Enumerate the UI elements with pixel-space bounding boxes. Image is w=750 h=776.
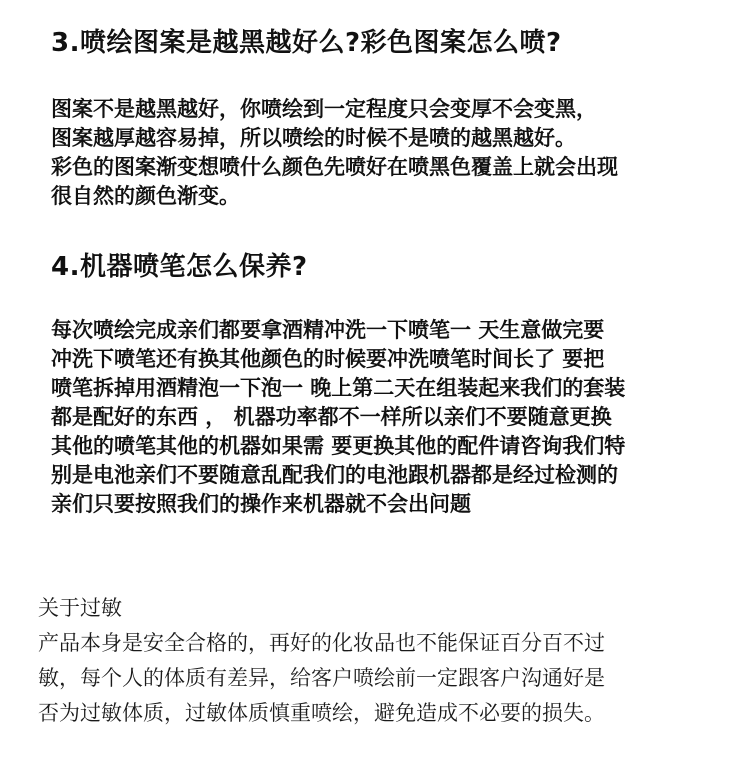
section-3-body bbox=[51, 95, 618, 211]
section-4-line: 冲洗下喷笔还有换其他颜色的时候要冲洗喷笔时间长了 要把 bbox=[51, 347, 605, 371]
section-3-heading: 3.喷绘图案是越黑越好么?彩色图案怎么喷? bbox=[51, 28, 562, 58]
section-4-heading: 4.机器喷笔怎么保养? bbox=[51, 252, 308, 282]
allergy-section bbox=[38, 591, 605, 731]
section-3-line: 图案不是越黑越好，你喷绘到一定程度只会变厚不会变黑， bbox=[51, 97, 597, 121]
section-4-line: 亲们只要按照我们的操作来机器就不会出问题 bbox=[51, 492, 471, 516]
section-4-line: 每次喷绘完成亲们都要拿酒精冲洗一下喷笔一 天生意做完要 bbox=[51, 318, 605, 342]
allergy-line: 产品本身是安全合格的，再好的化妆品也不能保证百分百不过 bbox=[38, 631, 605, 655]
allergy-heading: 关于过敏 bbox=[38, 596, 122, 620]
section-4-line: 别是电池亲们不要随意乱配我们的电池跟机器都是经过检测的 bbox=[51, 463, 618, 487]
section-4-line: 其他的喷笔其他的机器如果需 要更换其他的配件请咨询我们特 bbox=[51, 434, 626, 458]
allergy-line: 否为过敏体质，过敏体质慎重喷绘，避免造成不必要的损失。 bbox=[38, 701, 605, 725]
section-4-line: 喷笔拆掉用酒精泡一下泡一 晚上第二天在组装起来我们的套装 bbox=[51, 376, 626, 400]
section-3-line: 图案越厚越容易掉，所以喷绘的时候不是喷的越黑越好。 bbox=[51, 126, 576, 150]
allergy-line: 敏，每个人的体质有差异，给客户喷绘前一定跟客户沟通好是 bbox=[38, 666, 605, 690]
section-3-line: 彩色的图案渐变想喷什么颜色先喷好在喷黑色覆盖上就会出现 bbox=[51, 155, 618, 179]
section-4-line: 都是配好的东西 ， 机器功率都不一样所以亲们不要随意更换 bbox=[51, 405, 612, 429]
section-4-body bbox=[51, 316, 625, 519]
section-3-line: 很自然的颜色渐变。 bbox=[51, 184, 240, 208]
